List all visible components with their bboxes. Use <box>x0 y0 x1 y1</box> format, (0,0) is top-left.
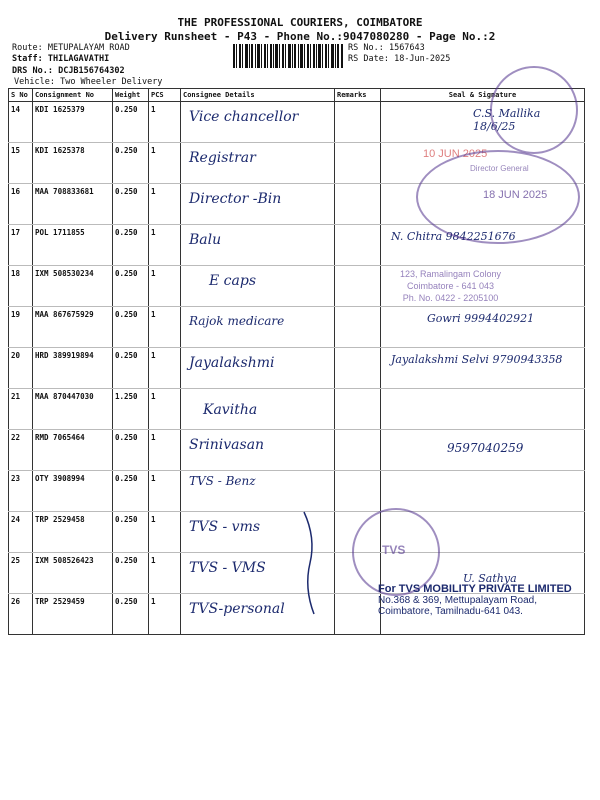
pcs-cell: 1 <box>149 266 181 307</box>
signature-cell <box>381 471 585 512</box>
consignee-cell <box>181 348 335 389</box>
remarks-cell <box>335 102 381 143</box>
consignee-handwriting: Balu <box>189 232 222 248</box>
weight-cell: 0.250 <box>113 430 149 471</box>
signature-handwriting: N. Chitra 9842251676 <box>391 230 516 243</box>
sno-cell: 14 <box>9 102 33 143</box>
bracket-mark <box>300 508 320 618</box>
date-stamp: 10 JUN 2025 <box>423 148 488 160</box>
table-row <box>9 512 585 553</box>
consignment-cell: MAA 708833681 <box>33 184 113 225</box>
signature-handwriting: U. Sathya <box>463 572 517 585</box>
tvs-stamp-text: TVS <box>382 543 406 557</box>
weight-cell: 0.250 <box>113 307 149 348</box>
consignment-cell: IXM 508526423 <box>33 553 113 594</box>
table-row <box>9 389 585 430</box>
rs-date-line <box>348 54 450 64</box>
remarks-cell <box>335 184 381 225</box>
university-stamp <box>490 66 578 154</box>
consignment-cell: HRD 389919894 <box>33 348 113 389</box>
table-row <box>9 307 585 348</box>
consignment-cell: TRP 2529458 <box>33 512 113 553</box>
sheet-subtitle: Delivery Runsheet - P43 - Phone No.:9047080280 - Page No.:2 <box>104 30 496 43</box>
pcs-cell: 1 <box>149 348 181 389</box>
consignee-cell <box>181 430 335 471</box>
route-label: Route: <box>12 43 43 53</box>
consignee-handwriting: Jayalakshmi <box>189 355 275 371</box>
sno-cell: 21 <box>9 389 33 430</box>
signature-handwriting: Gowri 9994402921 <box>427 312 535 325</box>
consignee-handwriting: Srinivasan <box>189 437 265 453</box>
address-stamp <box>400 268 501 304</box>
consignee-handwriting: TVS - VMS <box>189 560 266 576</box>
consignee-handwriting: TVS - vms <box>189 519 261 535</box>
address-stamp-line: Coimbatore - 641 043 <box>407 281 495 291</box>
consignment-cell: KDI 1625378 <box>33 143 113 184</box>
signature-cell <box>381 348 585 389</box>
director-stamp-text: Director General <box>470 164 529 173</box>
weight-cell: 0.250 <box>113 102 149 143</box>
route-line <box>12 43 130 53</box>
consignee-handwriting: Kavitha <box>203 402 258 418</box>
table-row <box>9 348 585 389</box>
remarks-cell <box>335 225 381 266</box>
sno-cell: 20 <box>9 348 33 389</box>
staff-value: THILAGAVATHI <box>47 54 110 64</box>
weight-cell: 0.250 <box>113 594 149 635</box>
consignee-handwriting: Registrar <box>189 150 256 166</box>
signature-cell <box>381 430 585 471</box>
table-row <box>9 430 585 471</box>
drs-line <box>12 66 125 76</box>
rs-date-value: 18-Jun-2025 <box>394 54 451 64</box>
remarks-cell <box>335 594 381 635</box>
consignment-cell: RMD 7065464 <box>33 430 113 471</box>
consignee-handwriting: Director -Bin <box>189 191 282 207</box>
signature-cell <box>381 389 585 430</box>
weight-cell: 1.250 <box>113 389 149 430</box>
weight-cell: 0.250 <box>113 553 149 594</box>
tvs-company-stamp <box>378 583 572 617</box>
staff-line <box>12 54 109 64</box>
consignee-handwriting: Rajok medicare <box>189 314 285 328</box>
sno-cell: 15 <box>9 143 33 184</box>
remarks-cell <box>335 348 381 389</box>
pcs-cell: 1 <box>149 102 181 143</box>
consignment-cell: IXM 508530234 <box>33 266 113 307</box>
rs-no-label: RS No.: <box>348 43 384 53</box>
col-header-weight: Weight <box>113 89 149 102</box>
consignee-cell <box>181 143 335 184</box>
consignment-cell: MAA 867675929 <box>33 307 113 348</box>
signature-handwriting: C.S. Mallika 18/6/25 <box>473 107 541 133</box>
consignee-cell <box>181 102 335 143</box>
date-stamp: 18 JUN 2025 <box>483 189 548 201</box>
sno-cell: 26 <box>9 594 33 635</box>
table-row <box>9 471 585 512</box>
vehicle-label: Vehicle: <box>14 77 55 87</box>
sno-cell: 17 <box>9 225 33 266</box>
vehicle-value: Two Wheeler Delivery <box>60 77 163 87</box>
remarks-cell <box>335 389 381 430</box>
weight-cell: 0.250 <box>113 266 149 307</box>
consignee-cell <box>181 266 335 307</box>
pcs-cell: 1 <box>149 389 181 430</box>
sno-cell: 24 <box>9 512 33 553</box>
sno-cell: 23 <box>9 471 33 512</box>
sno-cell: 18 <box>9 266 33 307</box>
consignee-cell <box>181 471 335 512</box>
tvs-address-line: Coimbatore, Tamilnadu-641 043. <box>378 606 523 617</box>
sheet-title: THE PROFESSIONAL COURIERS, COIMBATORE <box>177 16 423 29</box>
weight-cell: 0.250 <box>113 143 149 184</box>
rs-no-value: 1567643 <box>388 43 425 53</box>
consignee-cell <box>181 389 335 430</box>
sno-cell: 16 <box>9 184 33 225</box>
col-header-signature: Seal & Signature <box>381 89 585 102</box>
signature-cell <box>381 307 585 348</box>
route-value: METUPALAYAM ROAD <box>47 43 130 53</box>
col-header-consignment: Consignment No <box>33 89 113 102</box>
weight-cell: 0.250 <box>113 471 149 512</box>
tvs-company-name: For TVS MOBILITY PRIVATE LIMITED <box>378 583 572 595</box>
consignment-cell: MAA 870447030 <box>33 389 113 430</box>
consignee-cell <box>181 307 335 348</box>
consignment-cell: KDI 1625379 <box>33 102 113 143</box>
col-header-remarks: Remarks <box>335 89 381 102</box>
consignee-handwriting: TVS-personal <box>189 601 285 617</box>
pcs-cell: 1 <box>149 225 181 266</box>
signature-handwriting: 9597040259 <box>447 441 524 455</box>
col-header-sno: S No <box>9 89 33 102</box>
pcs-cell: 1 <box>149 471 181 512</box>
tvs-address-line: No.368 & 369, Mettupalayam Road, <box>378 595 537 606</box>
remarks-cell <box>335 307 381 348</box>
sno-cell: 25 <box>9 553 33 594</box>
consignee-handwriting: Vice chancellor <box>189 109 299 125</box>
consignment-cell: TRP 2529459 <box>33 594 113 635</box>
weight-cell: 0.250 <box>113 184 149 225</box>
staff-label: Staff: <box>12 54 43 64</box>
remarks-cell <box>335 430 381 471</box>
consignee-handwriting: E caps <box>209 273 257 289</box>
pcs-cell: 1 <box>149 143 181 184</box>
remarks-cell <box>335 471 381 512</box>
pcs-cell: 1 <box>149 430 181 471</box>
address-stamp-line: Ph. No. 0422 - 2205100 <box>402 293 499 303</box>
rs-date-label: RS Date: <box>348 54 389 64</box>
address-stamp-line: 123, Ramalingam Colony <box>400 269 502 279</box>
drs-label: DRS No.: <box>12 66 53 76</box>
barcode <box>233 44 343 68</box>
col-header-pcs: PCS <box>149 89 181 102</box>
remarks-cell <box>335 266 381 307</box>
sno-cell: 19 <box>9 307 33 348</box>
remarks-cell <box>335 143 381 184</box>
pcs-cell: 1 <box>149 512 181 553</box>
consignment-cell: POL 1711855 <box>33 225 113 266</box>
pcs-cell: 1 <box>149 307 181 348</box>
signature-handwriting: Jayalakshmi Selvi 9790943358 <box>391 353 563 366</box>
pcs-cell: 1 <box>149 553 181 594</box>
col-header-consignee: Consignee Details <box>181 89 335 102</box>
pcs-cell: 1 <box>149 594 181 635</box>
drs-value: DCJB156764302 <box>58 66 125 76</box>
rs-no-line <box>348 43 425 53</box>
consignee-cell <box>181 225 335 266</box>
weight-cell: 0.250 <box>113 225 149 266</box>
weight-cell: 0.250 <box>113 512 149 553</box>
sno-cell: 22 <box>9 430 33 471</box>
pcs-cell: 1 <box>149 184 181 225</box>
weight-cell: 0.250 <box>113 348 149 389</box>
vehicle-line <box>14 77 162 87</box>
consignee-cell <box>181 184 335 225</box>
consignment-cell: OTY 3908994 <box>33 471 113 512</box>
consignee-handwriting: TVS - Benz <box>189 474 256 488</box>
